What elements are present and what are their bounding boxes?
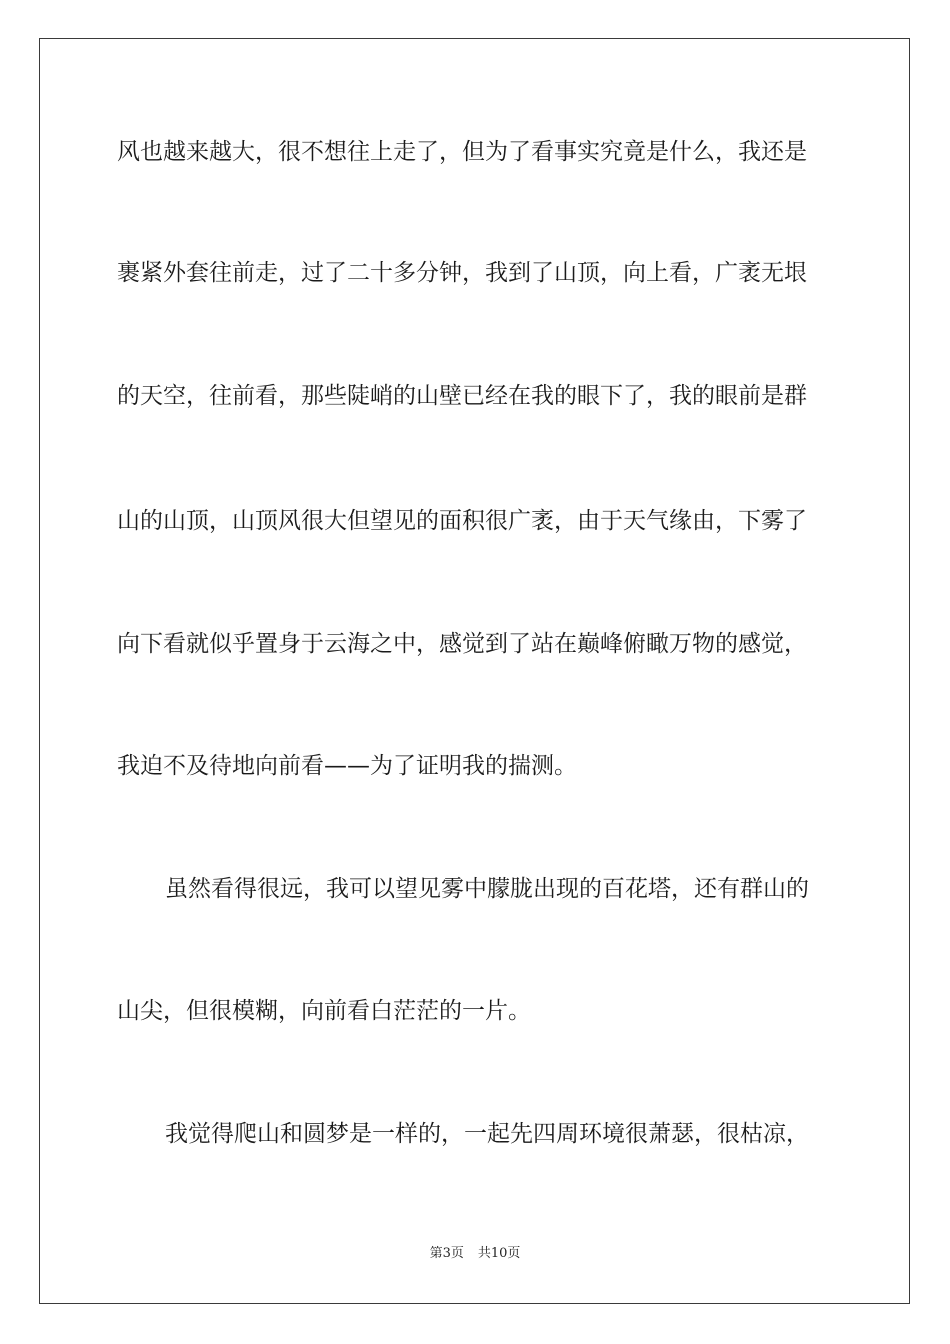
- text-line-2: 裹紧外套往前走，过了二十多分钟，我到了山顶，向上看，广袤无垠: [117, 260, 807, 286]
- text-line-4: 山的山顶，山顶风很大但望见的面积很广袤，由于天气缘由，下雾了: [117, 508, 807, 534]
- text-line-1: 风也越来越大，很不想往上走了，但为了看事实究竟是什么，我还是: [117, 139, 807, 165]
- text-line-5: 向下看就似乎置身于云海之中，感觉到了站在巅峰俯瞰万物的感觉，: [117, 631, 807, 657]
- paragraph-2-line-1: 虽然看得很远，我可以望见雾中朦胧出现的百花塔，还有群山的: [165, 876, 809, 902]
- text-line-6: 我迫不及待地向前看——为了证明我的揣测。: [117, 753, 577, 779]
- paragraph-3-line-1: 我觉得爬山和圆梦是一样的，一起先四周环境很萧瑟，很枯凉，: [165, 1121, 809, 1147]
- page-footer: [0, 1245, 950, 1263]
- text-line-3: 的天空，往前看，那些陡峭的山壁已经在我的眼下了，我的眼前是群: [117, 383, 807, 409]
- page-border: [39, 38, 910, 1304]
- page-total: 共10页: [477, 1246, 521, 1261]
- page-number: 第3页: [429, 1246, 464, 1261]
- paragraph-2-line-2: 山尖，但很模糊，向前看白茫茫的一片。: [117, 998, 531, 1024]
